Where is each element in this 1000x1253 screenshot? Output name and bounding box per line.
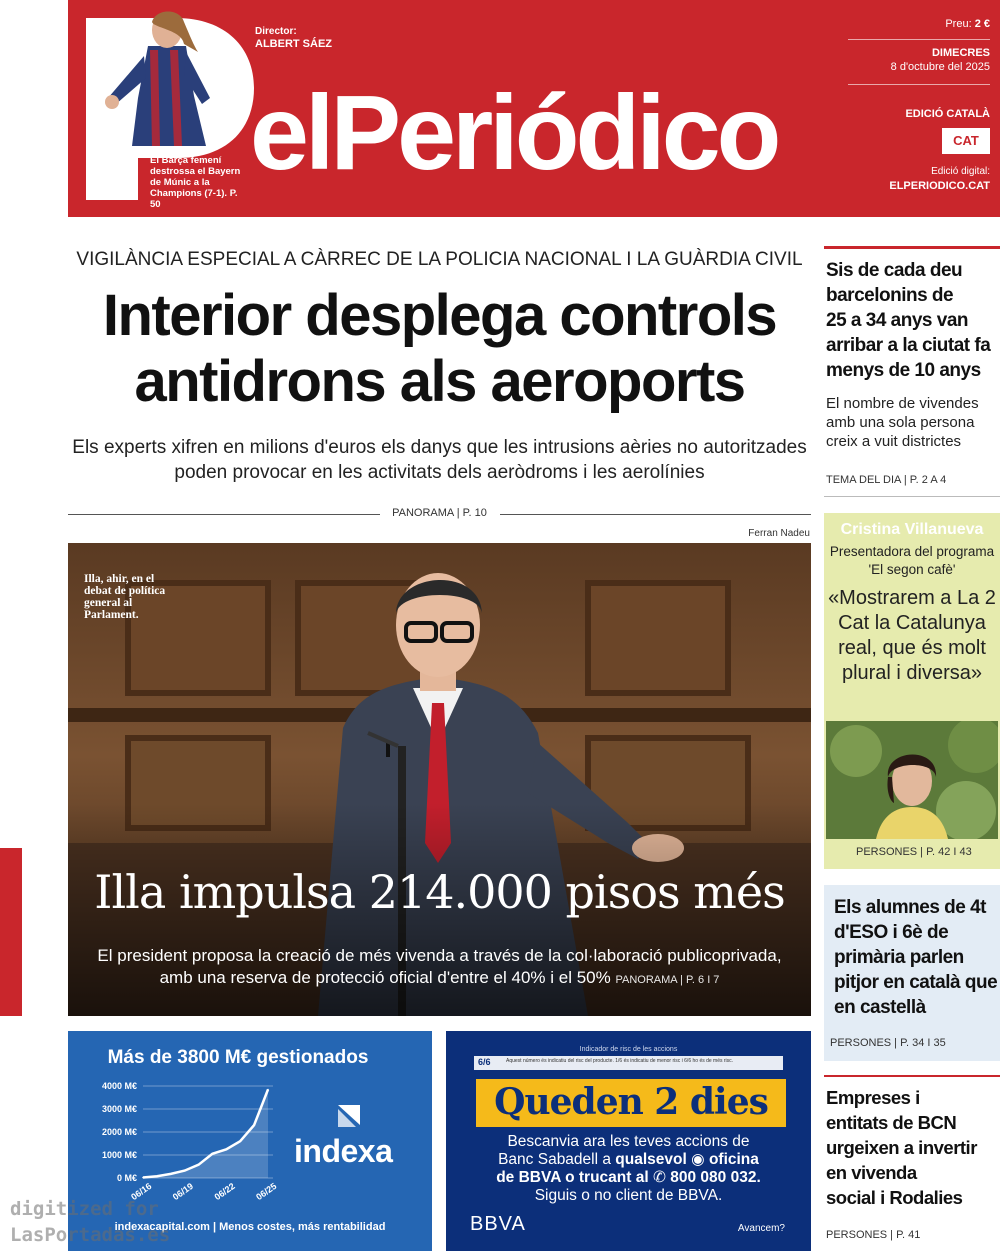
right-col-top-rule [824,246,1000,249]
masthead-divider [848,84,990,85]
chart-point [253,1124,255,1126]
ad-bbva-line1: Bescanvia ara les teves accions de [507,1133,750,1150]
headline-line: Empreses i [826,1087,920,1108]
chart-point [142,1177,144,1179]
headline-line: arribar a la ciutat fa [826,335,991,356]
headline-line: menys de 10 anys [826,360,981,381]
ad-bbva-banner [476,1079,786,1127]
chart-area [143,1090,268,1179]
photo-deck-ref[interactable]: PANORAMA | P. 6 I 7 [615,974,720,986]
photo-credit: Ferran Nadeu [748,528,810,539]
risk-indicator-label: Indicador de risc de les accions [579,1046,678,1053]
interview-ref[interactable]: PERSONES | P. 42 I 43 [856,846,972,858]
headline-line: Sis de cada deu [826,260,963,281]
risk-indicator-number: 6/6 [478,1057,491,1067]
risk-indicator-text: Aquest número és indicatiu del risc del producte. 1/6 és indicatiu de menor risc i 6/6 ho és de més risc. [506,1058,734,1064]
main-headline[interactable]: Interior desplega controls antidrons als aeroports [102,283,777,414]
side-red-tab [0,848,22,1016]
headline-line: entitats de BCN [826,1112,957,1133]
brand-logo[interactable]: elPeriódico [250,74,778,192]
chart-point [170,1173,172,1175]
ad-bbva-tagline: Avancem? [737,1223,785,1234]
ad-indexa-chart [68,1031,298,1221]
chart-point [226,1149,228,1151]
chart-point [267,1089,269,1091]
chart-point [156,1175,158,1177]
edition-cat-button[interactable]: CAT [942,128,990,154]
ad-bbva-line2 [446,1151,811,1169]
chart-ytick-label: 2000 M€ [101,1127,137,1137]
photo-headline[interactable]: Illa impulsa 214.000 pisos més [94,865,785,919]
right-col-rule [824,1075,1000,1077]
chart-point [198,1164,200,1166]
director-label: Director: [255,26,297,37]
lead-photo[interactable] [68,543,811,1016]
interview-name: Cristina Villanueva [840,521,984,538]
right-story2-headline: Els alumnes de 4t d'ESO i 6è de primària parlen pitjor en català que en castellà [834,897,998,1018]
masthead-divider [848,39,990,40]
interview-box[interactable] [824,513,1000,869]
right-story1-sub: El nombre de vivendes amb una sola persona creix a vuit districtes [826,395,979,450]
ad-bbva-line2-c: oficina [704,1151,759,1168]
chart-ytick-label: 0 M€ [116,1173,137,1183]
weekday: DIMECRES [931,47,990,59]
main-section-ref-text[interactable]: PANORAMA | P. 10 [392,507,487,519]
photo-deck [88,945,791,991]
cover-caption[interactable]: El Barça femení destrossa el Bayern de Múnic a la Champions (7-1). P. 50 [150,155,241,210]
right-story3-ref[interactable]: PERSONES | P. 41 [826,1229,921,1241]
bbva-logo: BBVA [470,1213,526,1235]
ad-bbva-line3 [446,1169,811,1187]
headline-line: urgeixen a invertir [826,1137,977,1158]
chart-ytick-label: 1000 M€ [101,1150,137,1160]
interview-role: Presentadora del programa 'El segon cafè' [829,544,995,577]
risk-indicator-bar [474,1056,783,1070]
ad-bbva-title: Queden 2 dies [494,1081,768,1123]
interview-quote: «Mostrarem a La 2 Cat la Catalunya real, que és molt plural i diversa» [828,587,996,684]
digital-edition-link[interactable]: ELPERIODICO.CAT [889,180,990,192]
ad-bbva-line2-b: qualsevol [615,1151,687,1168]
ad-bbva-line4: Siguis o no client de BBVA. [534,1187,723,1204]
cover-photo-footballer [98,6,218,146]
headline-line: 25 a 34 anys van [826,310,968,331]
chart-point [184,1170,186,1172]
branch-icon: ◉ [691,1151,705,1168]
headline-line: social i Rodalies [826,1187,963,1208]
ad-bbva-phone[interactable]: 800 080 032. [670,1169,761,1186]
chart-xtick-label: 06/16 [129,1180,154,1203]
photo-caption: Illa, ahir, en el debat de política general al Parlament. [84,573,166,621]
right-story1-headline[interactable] [826,258,1000,383]
chart-ytick-label: 4000 M€ [101,1081,137,1091]
chart-ytick-label: 3000 M€ [101,1104,137,1114]
director-name: ALBERT SÁEZ [255,38,332,50]
chart-xtick-label: 06/19 [170,1180,196,1203]
price [945,18,990,30]
headline-line: barcelonins de [826,285,954,306]
ad-indexa-title: Más de 3800 M€ gestionados [107,1047,369,1068]
interview-portrait [826,721,998,839]
photo-deck-text: El president proposa la creació de més vivenda a través de la col·laboració publicoprivada, amb una reserva de protecció oficial d'entre el 40% i el 50% [97,946,782,987]
main-section-ref [68,506,811,522]
right-story3-headline[interactable] [826,1085,1000,1210]
ad-indexa-brand: indexa [294,1133,393,1169]
chart-point [212,1153,214,1155]
right-story2-ref[interactable]: PERSONES | P. 34 I 35 [830,1037,946,1049]
right-col-divider [824,496,1000,497]
watermark-line1: digitized for [10,1198,159,1220]
chart-point [239,1140,241,1142]
ad-bbva[interactable] [446,1031,811,1251]
watermark [10,1196,170,1248]
right-story1-ref[interactable]: TEMA DEL DIA | P. 2 A 4 [826,474,947,486]
main-standfirst: Els experts xifren en milions d'euros els danys que les intrusions aèries no autoritzades poden provocar en les activitats dels aeròdroms i les aerolínies [72,437,807,483]
headline-line: en vivenda [826,1162,917,1183]
edition-label: EDICIÓ CATALÀ [905,108,990,120]
watermark-line2: LasPortadas.es [10,1224,171,1246]
price-label: Preu: [945,18,972,30]
chart-xtick-label: 06/25 [254,1180,279,1203]
phone-icon: ✆ [652,1169,671,1186]
chart-xtick-label: 06/22 [212,1180,237,1203]
indexa-logo-icon [334,1101,364,1129]
right-story2-box[interactable] [824,885,1000,1061]
digital-edition-label: Edició digital: [931,166,990,177]
masthead [68,0,1000,217]
ad-indexa-footer[interactable]: indexacapital.com | Menos costes, más rentabilidad [114,1221,386,1233]
ad-bbva-body [446,1133,811,1205]
price-value: 2 € [974,18,990,30]
ad-bbva-line3-a: de BBVA o trucant al [496,1169,653,1186]
main-kicker: VIGILÀNCIA ESPECIAL A CÀRREC DE LA POLICIA NACIONAL I LA GUÀRDIA CIVIL [76,249,803,270]
date: 8 d'octubre del 2025 [890,61,990,73]
ad-bbva-line2-a: Banc Sabadell a [498,1151,616,1168]
